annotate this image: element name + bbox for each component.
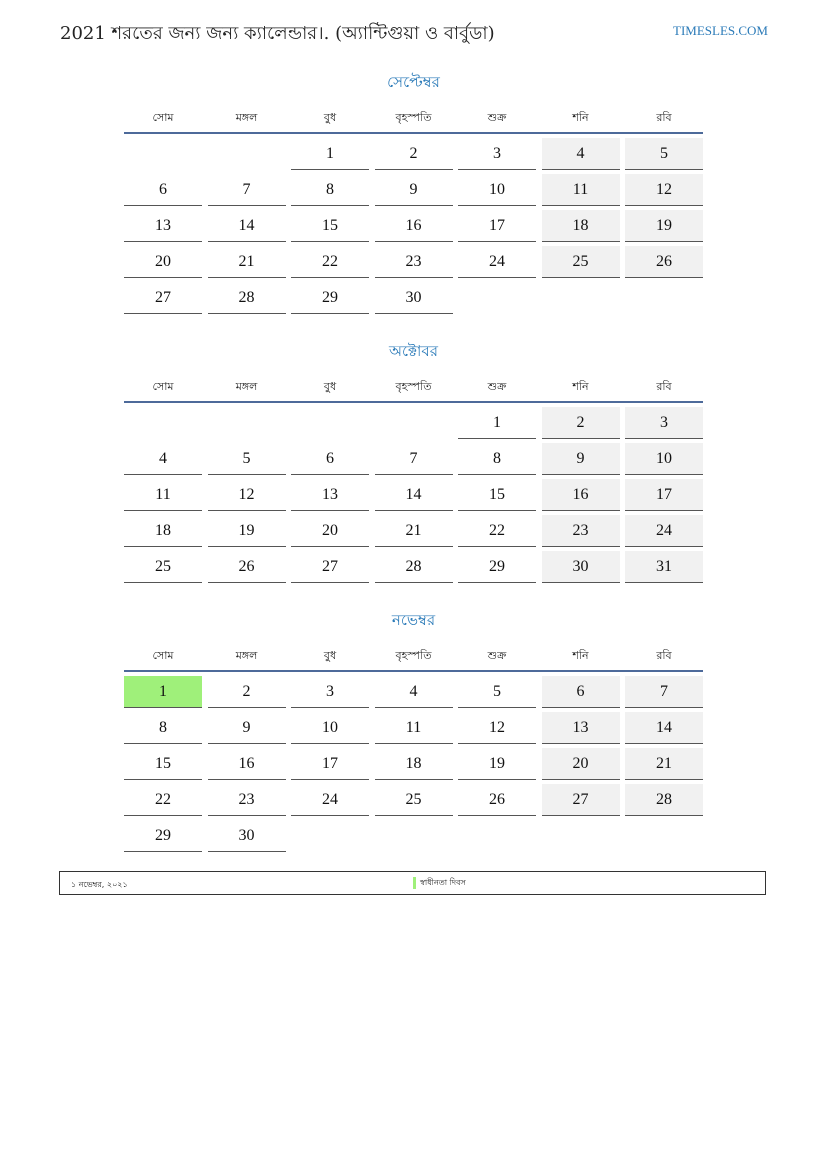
weekday-label: মঙ্গল: [235, 111, 258, 124]
day-cell: 16: [375, 210, 453, 242]
empty-day-cell: [542, 820, 620, 852]
weekend-day-cell: 28: [625, 784, 703, 816]
week-row: [124, 479, 703, 511]
day-cell: 7: [208, 174, 286, 206]
weekend-day-cell: 30: [542, 551, 620, 583]
weekday-label: বুধ: [323, 111, 337, 124]
month-block: [124, 70, 703, 318]
legend-date: ১ নভেম্বর, ২০২১: [71, 880, 128, 889]
weekday-label: রবি: [656, 111, 672, 124]
week-row: [124, 712, 703, 744]
weekday-label: শনি: [572, 649, 589, 662]
day-cell: 14: [208, 210, 286, 242]
empty-day-cell: [458, 820, 536, 852]
weeks-grid: [124, 407, 703, 583]
day-cell: 20: [291, 515, 369, 547]
page-title: 2021 শরতের জন্য জন্য ক্যালেন্ডার।. (অ্যান্টিগুয়া ও বার্বুডা): [60, 23, 495, 44]
weekend-day-cell: 17: [625, 479, 703, 511]
day-cell: 25: [124, 551, 202, 583]
day-cell: 20: [124, 246, 202, 278]
week-row: [124, 515, 703, 547]
weekday-label: শনি: [572, 380, 589, 393]
day-cell: 12: [208, 479, 286, 511]
week-row: [124, 174, 703, 206]
weekday-label: শুক্র: [487, 380, 507, 393]
weekend-day-cell: 10: [625, 443, 703, 475]
empty-day-cell: [625, 820, 703, 852]
week-row: [124, 820, 703, 852]
day-cell: 19: [458, 748, 536, 780]
weekday-label: শনি: [572, 111, 589, 124]
day-cell: 25: [375, 784, 453, 816]
day-cell: 21: [375, 515, 453, 547]
month-block: [124, 608, 703, 856]
empty-day-cell: [208, 407, 286, 439]
day-cell: 18: [375, 748, 453, 780]
empty-day-cell: [625, 282, 703, 314]
weekend-day-cell: 19: [625, 210, 703, 242]
day-cell: 6: [124, 174, 202, 206]
day-cell: 12: [458, 712, 536, 744]
month-title: নভেম্বর: [391, 611, 436, 629]
day-cell: 14: [375, 479, 453, 511]
weekday-label: বুধ: [323, 649, 337, 662]
day-cell: 2: [375, 138, 453, 170]
day-cell: 13: [291, 479, 369, 511]
day-cell: 28: [375, 551, 453, 583]
legend-event-label: স্বাধীনতা দিবস: [420, 878, 466, 887]
day-cell: 27: [291, 551, 369, 583]
week-row: [124, 246, 703, 278]
day-cell: 24: [291, 784, 369, 816]
day-cell: 17: [458, 210, 536, 242]
weekend-day-cell: 27: [542, 784, 620, 816]
day-cell: 5: [208, 443, 286, 475]
weekday-label: রবি: [656, 380, 672, 393]
day-cell: 3: [291, 676, 369, 708]
weekday-header: [124, 373, 703, 403]
weekend-day-cell: 13: [542, 712, 620, 744]
weekend-day-cell: 4: [542, 138, 620, 170]
weekend-day-cell: 25: [542, 246, 620, 278]
day-cell: 9: [208, 712, 286, 744]
weekend-day-cell: 9: [542, 443, 620, 475]
weekday-label: মঙ্গল: [235, 380, 258, 393]
weekday-label: বৃহস্পতি: [395, 380, 432, 393]
weekend-day-cell: 14: [625, 712, 703, 744]
week-row: [124, 407, 703, 439]
weekend-day-cell: 24: [625, 515, 703, 547]
day-cell: 1: [458, 407, 536, 439]
day-cell: 27: [124, 282, 202, 314]
empty-day-cell: [208, 138, 286, 170]
week-row: [124, 784, 703, 816]
day-cell: 8: [458, 443, 536, 475]
empty-day-cell: [375, 407, 453, 439]
weekend-day-cell: 6: [542, 676, 620, 708]
month-block: [124, 339, 703, 587]
weekend-day-cell: 20: [542, 748, 620, 780]
day-cell: 29: [124, 820, 202, 852]
weekend-day-cell: 2: [542, 407, 620, 439]
day-cell: 29: [458, 551, 536, 583]
day-cell: 22: [458, 515, 536, 547]
weekend-day-cell: 21: [625, 748, 703, 780]
day-cell: 17: [291, 748, 369, 780]
day-cell: 22: [291, 246, 369, 278]
week-row: [124, 282, 703, 314]
day-cell: 15: [291, 210, 369, 242]
weekday-label: বৃহস্পতি: [395, 649, 432, 662]
day-cell: 19: [208, 515, 286, 547]
weekday-header: [124, 104, 703, 134]
day-cell: 16: [208, 748, 286, 780]
weekday-label: রবি: [656, 649, 672, 662]
weekend-day-cell: 11: [542, 174, 620, 206]
weekend-day-cell: 7: [625, 676, 703, 708]
day-cell: 28: [208, 282, 286, 314]
day-cell: 9: [375, 174, 453, 206]
holiday-legend: [59, 871, 766, 895]
day-cell: 24: [458, 246, 536, 278]
empty-day-cell: [542, 282, 620, 314]
day-cell: 5: [458, 676, 536, 708]
day-cell: 10: [291, 712, 369, 744]
day-cell: 11: [375, 712, 453, 744]
day-cell: 13: [124, 210, 202, 242]
holiday-day-cell: 1: [124, 676, 202, 708]
weekday-label: বুধ: [323, 380, 337, 393]
weekend-day-cell: 23: [542, 515, 620, 547]
empty-day-cell: [124, 407, 202, 439]
day-cell: 21: [208, 246, 286, 278]
weekend-day-cell: 31: [625, 551, 703, 583]
weekend-day-cell: 12: [625, 174, 703, 206]
weekend-day-cell: 18: [542, 210, 620, 242]
day-cell: 4: [124, 443, 202, 475]
day-cell: 6: [291, 443, 369, 475]
week-row: [124, 676, 703, 708]
week-row: [124, 443, 703, 475]
day-cell: 15: [458, 479, 536, 511]
day-cell: 18: [124, 515, 202, 547]
day-cell: 2: [208, 676, 286, 708]
empty-day-cell: [124, 138, 202, 170]
day-cell: 7: [375, 443, 453, 475]
month-title: সেপ্টেম্বর: [387, 73, 440, 91]
day-cell: 29: [291, 282, 369, 314]
day-cell: 22: [124, 784, 202, 816]
weekday-label: সোম: [152, 111, 174, 124]
day-cell: 8: [124, 712, 202, 744]
weekday-label: সোম: [152, 380, 174, 393]
day-cell: 8: [291, 174, 369, 206]
weekday-label: শুক্র: [487, 111, 507, 124]
holiday-color-marker: [413, 877, 416, 889]
day-cell: 10: [458, 174, 536, 206]
weeks-grid: [124, 676, 703, 852]
day-cell: 26: [208, 551, 286, 583]
weekend-day-cell: 3: [625, 407, 703, 439]
weekday-label: সোম: [152, 649, 174, 662]
week-row: [124, 138, 703, 170]
month-title: অক্টোবর: [388, 342, 439, 360]
empty-day-cell: [291, 820, 369, 852]
site-link[interactable]: TIMESLES.COM: [673, 23, 768, 38]
weekday-label: শুক্র: [487, 649, 507, 662]
weekend-day-cell: 5: [625, 138, 703, 170]
empty-day-cell: [291, 407, 369, 439]
week-row: [124, 210, 703, 242]
empty-day-cell: [458, 282, 536, 314]
day-cell: 30: [208, 820, 286, 852]
day-cell: 26: [458, 784, 536, 816]
empty-day-cell: [375, 820, 453, 852]
legend-event: [413, 877, 466, 889]
day-cell: 15: [124, 748, 202, 780]
weekday-header: [124, 642, 703, 672]
day-cell: 4: [375, 676, 453, 708]
day-cell: 23: [375, 246, 453, 278]
day-cell: 30: [375, 282, 453, 314]
day-cell: 23: [208, 784, 286, 816]
week-row: [124, 551, 703, 583]
weekend-day-cell: 26: [625, 246, 703, 278]
weekday-label: মঙ্গল: [235, 649, 258, 662]
weekend-day-cell: 16: [542, 479, 620, 511]
week-row: [124, 748, 703, 780]
day-cell: 3: [458, 138, 536, 170]
day-cell: 11: [124, 479, 202, 511]
weeks-grid: [124, 138, 703, 314]
day-cell: 1: [291, 138, 369, 170]
weekday-label: বৃহস্পতি: [395, 111, 432, 124]
